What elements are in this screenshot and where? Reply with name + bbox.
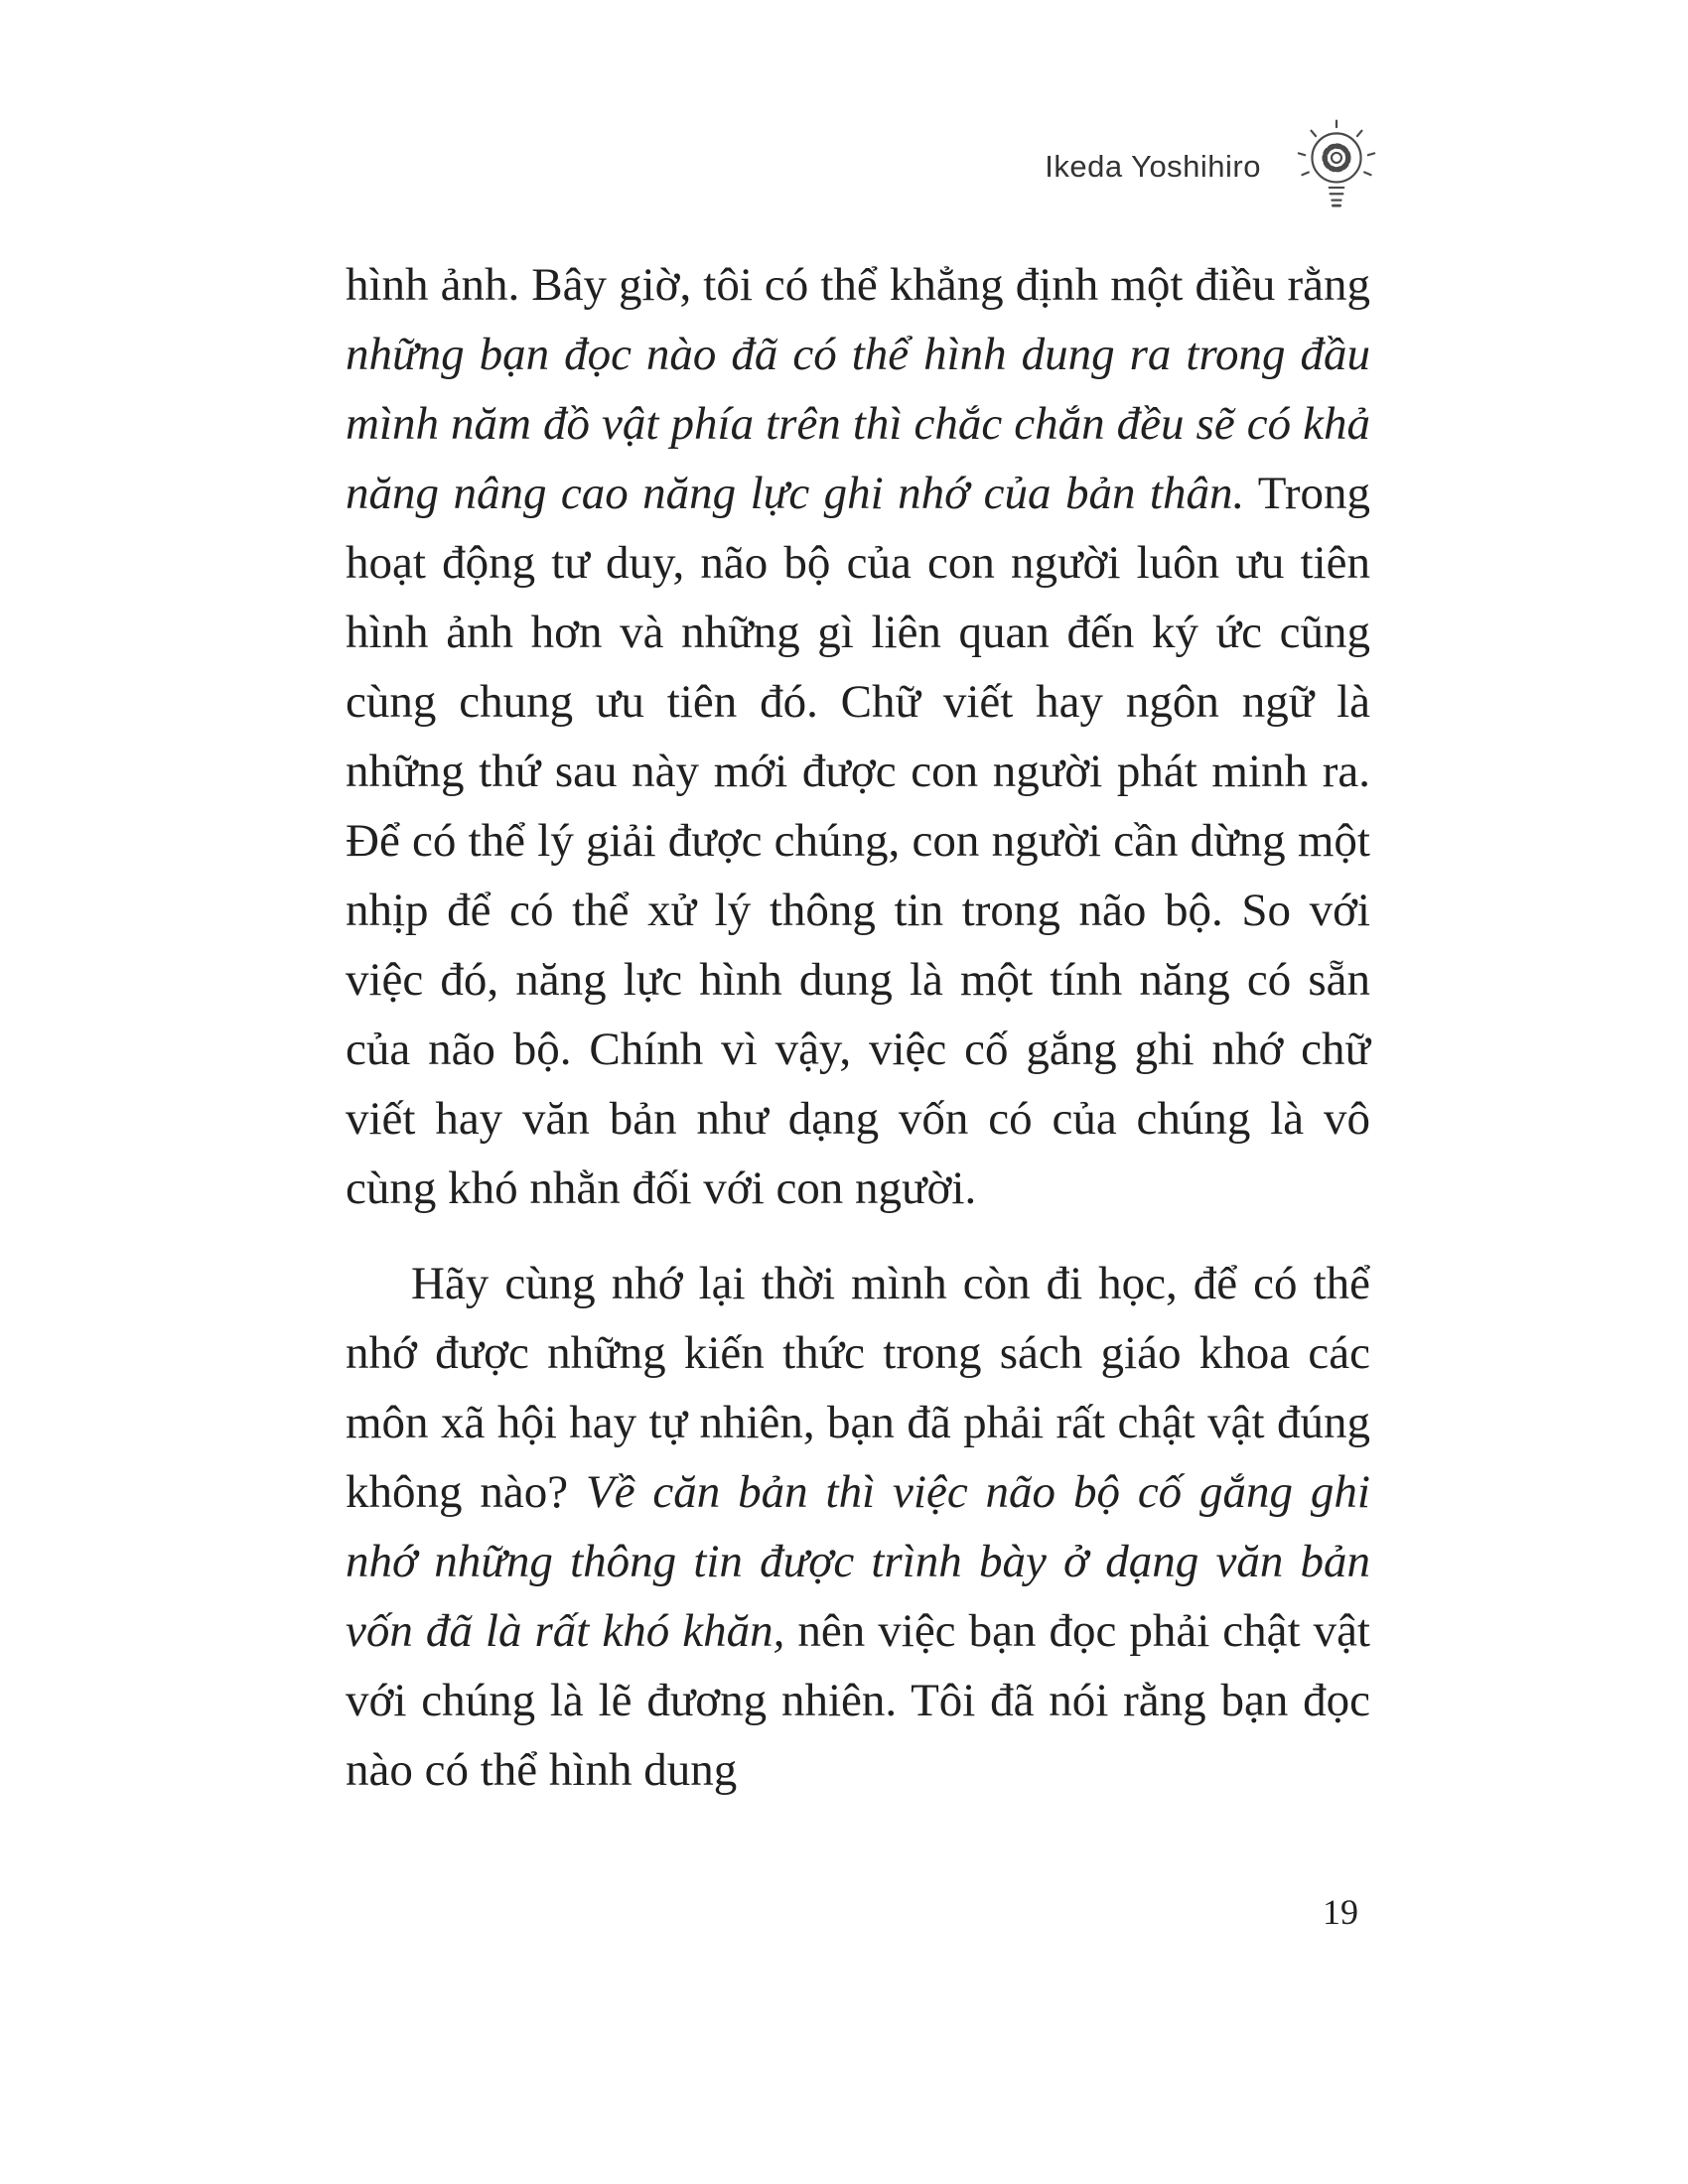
text-segment: những bạn đọc nào đã có thể hình dung ra trong đầu mình năm đồ vật phía trên thì chắc chắn đều sẽ có khả năng nâng cao năng lực ghi nhớ của bản thân. — [346, 329, 1370, 519]
page-number: 19 — [1323, 1892, 1358, 1932]
text-segment: Trong hoạt động tư duy, não bộ của con người luôn ưu tiên hình ảnh hơn và những gì liên quan đến ký ức cũng cùng chung ưu tiên đó. Chữ viết hay ngôn ngữ là những thứ sau này mới được con người phát minh ra. Để có thể lý giải được chúng, con người cần dừng một nhịp để có thể xử lý thông tin trong não bộ. So với việc đó, năng lực hình dung là một tính năng có sẵn của não bộ. Chính vì vậy, việc cố gắng ghi nhớ chữ viết hay văn bản như dạng vốn có của chúng là vô cùng khó nhằn đối với con người. — [346, 468, 1371, 1214]
body-text — [346, 250, 1370, 1805]
text-segment: Hãy cùng nhớ lại thời mình còn đi học, để có thể nhớ được những kiến thức trong sách giáo khoa các môn xã hội hay tự nhiên, bạn đã phải rất chật vật đúng không nào? — [346, 1258, 1370, 1518]
paragraph — [346, 250, 1370, 1223]
paragraph — [346, 1249, 1370, 1805]
text-segment: hình ảnh. Bây giờ, tôi có thể khẳng định một điều rằng — [346, 259, 1370, 311]
page-header — [1045, 117, 1382, 216]
text-segment: Về căn bản thì việc não bộ cố gắng ghi nhớ những thông tin được trình bày ở dạng văn bản vốn đã là rất khó khăn, — [346, 1466, 1370, 1657]
text-segment: nên việc bạn đọc phải chật vật với chúng là lẽ đương nhiên. Tôi đã nói rằng bạn đọc nào có thể hình dung — [346, 1605, 1370, 1796]
lightbulb-gear-icon — [1291, 117, 1382, 216]
author-name: Ikeda Yoshihiro — [1045, 149, 1261, 184]
